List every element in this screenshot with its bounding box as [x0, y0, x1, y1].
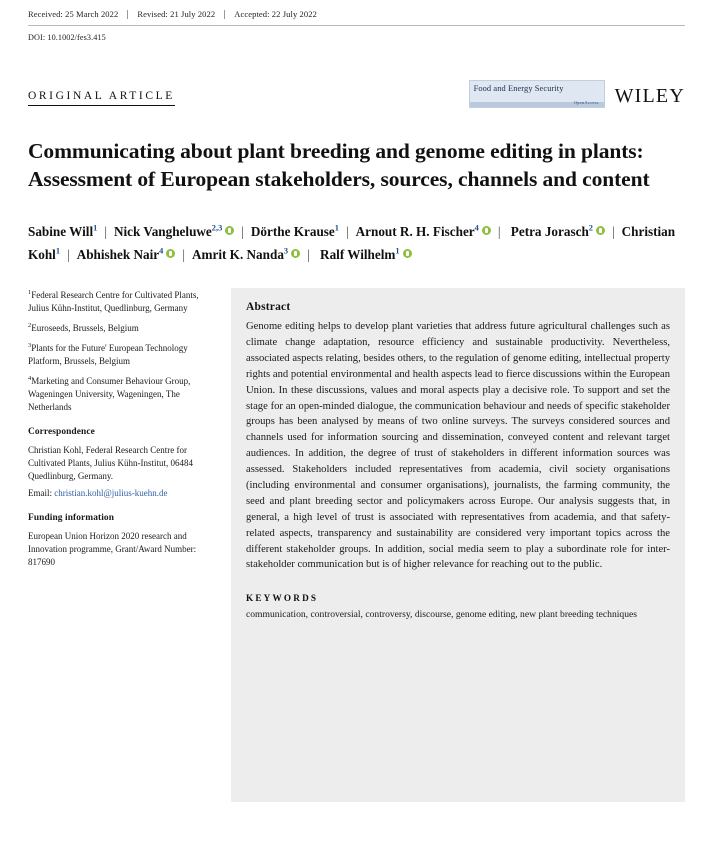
- author-affil-marker: 4: [159, 246, 164, 256]
- orcid-icon[interactable]: [403, 249, 412, 258]
- author-separator: |: [241, 223, 244, 239]
- author-entry[interactable]: [192, 247, 300, 262]
- doi-text[interactable]: DOI: 10.1002/fes3.415: [28, 33, 106, 42]
- orcid-icon[interactable]: [596, 226, 605, 235]
- author-separator: |: [182, 246, 185, 262]
- author-separator: |: [345, 223, 349, 239]
- author-affil-marker: 1: [395, 246, 400, 256]
- accepted-date: Accepted: 22 July 2022: [234, 9, 317, 19]
- author-name: Amrit K. Nanda: [191, 246, 284, 262]
- author-list: [28, 220, 685, 266]
- orcid-icon[interactable]: [291, 249, 300, 258]
- author-name: Arnout R. H. Fischer: [355, 223, 475, 239]
- affiliation-marker: 3: [28, 342, 32, 350]
- affiliation-item: [28, 341, 214, 368]
- open-access-label: OpenAccess: [573, 100, 599, 105]
- header-divider: [28, 25, 685, 26]
- author-name: Dörthe Krause: [250, 223, 335, 239]
- email-label: Email:: [28, 488, 55, 499]
- author-entry[interactable]: [320, 247, 412, 262]
- affiliation-text: Plants for the Future' European Technology Platform, Brussels, Belgium: [28, 343, 188, 367]
- article-category: ORIGINAL ARTICLE: [28, 90, 175, 106]
- affiliation-marker: 4: [28, 375, 32, 383]
- correspondence-text: Christian Kohl, Federal Research Centre for Cultivated Plants, Julius Kühn-Institut, 06484 Quedlinburg, Germany.: [28, 445, 194, 482]
- author-name: Christian Kohl: [28, 223, 676, 262]
- journal-logo-title: Food and Energy Security: [473, 84, 564, 93]
- article-history: [28, 0, 685, 19]
- author-entry[interactable]: [511, 224, 605, 239]
- revised-date: Revised: 21 July 2022: [137, 9, 216, 19]
- author-name: Petra Jorasch: [510, 223, 589, 239]
- affiliation-text: Federal Research Centre for Cultivated Plants, Julius Kühn-Institut, Quedlinburg, Germany: [28, 290, 199, 314]
- author-entry[interactable]: [28, 224, 97, 239]
- author-separator: |: [67, 246, 70, 262]
- author-separator: |: [104, 223, 107, 239]
- page-title: Communicating about plant breeding and genome editing in plants: Assessment of European stakeholders, sources, channels and content: [28, 139, 650, 191]
- affiliation-item: [28, 374, 214, 414]
- correspondence-heading: Correspondence: [28, 427, 95, 438]
- author-affil-marker: 1: [334, 223, 339, 233]
- orcid-icon[interactable]: [482, 226, 491, 235]
- orcid-icon[interactable]: [166, 249, 175, 258]
- correspondence-email-line: [28, 487, 214, 500]
- author-affil-marker: 4: [474, 223, 479, 233]
- keywords-text: communication, controversial, controversy, discourse, genome editing, new plant breeding techniques: [246, 609, 638, 621]
- content-columns: [28, 288, 685, 802]
- received-date: Received: 25 March 2022: [28, 9, 119, 19]
- author-separator: |: [497, 223, 501, 239]
- author-name: Ralf Wilhelm: [320, 246, 396, 262]
- affiliation-marker: 2: [28, 322, 32, 330]
- author-affil-marker: 2: [588, 223, 593, 233]
- author-name: Abhishek Nair: [76, 246, 160, 262]
- abstract-heading: Abstract: [246, 301, 291, 314]
- author-separator: |: [307, 246, 310, 262]
- journal-logo: [469, 80, 605, 108]
- abstract-box: [231, 288, 685, 802]
- divider: [224, 10, 225, 19]
- author-entry[interactable]: [77, 247, 176, 262]
- author-affil-marker: 1: [55, 246, 61, 256]
- email-link[interactable]: christian.kohl@julius-kuehn.de: [54, 488, 168, 499]
- affiliation-item: [28, 288, 214, 315]
- author-name: Nick Vangheluwe: [113, 223, 212, 239]
- funding-text: European Union Horizon 2020 research and Innovation programme, Grant/Award Number: 817690: [28, 530, 197, 567]
- logo-group: [469, 80, 685, 108]
- affiliation-item: [28, 321, 214, 335]
- abstract-text: Genome editing helps to develop plant varieties that address future agricultural challenges such as climate change adaptation, resource efficiency and sustainable productivity. Nevertheless, associated aspects relating, besides others, to the regulation of genome editing, intellectual property rights and potential environmental and health aspects lead to fierce discussions within the European Union. In these discussions, values and moral aspects play a decisive role. To support and set the stage for an open-minded dialogue, the communication behaviour and needs of specific stakeholder groups has been analysed by means of two online surveys. The surveys considered sources and channels used for information sourcing and dissemination, conveyed content and relevant target audiences. In addition, the degree of trust of stakeholders in different information sources was assessed. Stakeholders included representatives from academia, civil society organisations (including environmental and consumer organisations), journalists, the farming community, the seed and plant breeding sector and policymakers across Europe. Our analysis suggests that, in general, a high level of trust is associated with representatives from academia, and that safety-related aspects, transparency and sustainability are considered very important topics across the different stakeholder groups. In addition, social media seem to play a subordinate role for inter-stakeholder communication but is of higher relevance for reaching out to the public.: [246, 321, 670, 571]
- orcid-icon[interactable]: [225, 226, 234, 235]
- keywords-heading: KEYWORDS: [246, 593, 319, 604]
- author-entry[interactable]: [251, 224, 339, 239]
- affiliation-marker: 1: [28, 289, 32, 297]
- author-separator: |: [611, 223, 615, 239]
- affiliation-text: Marketing and Consumer Behaviour Group, Wageningen University, Wageningen, The Netherlands: [28, 376, 191, 413]
- funding-heading: Funding information: [28, 513, 115, 524]
- author-affil-marker: 1: [93, 223, 98, 233]
- affiliation-text: Euroseeds, Brussels, Belgium: [31, 323, 139, 334]
- affiliations-column: [28, 288, 214, 802]
- author-entry[interactable]: [114, 224, 234, 239]
- divider: [127, 10, 128, 19]
- publisher-logo: WILEY: [614, 85, 685, 107]
- article-type-row: [28, 62, 685, 108]
- author-entry[interactable]: [356, 224, 491, 239]
- author-affil-marker: 3: [283, 246, 289, 256]
- author-affil-marker: 2,3: [211, 223, 223, 233]
- author-name: Sabine Will: [28, 223, 94, 239]
